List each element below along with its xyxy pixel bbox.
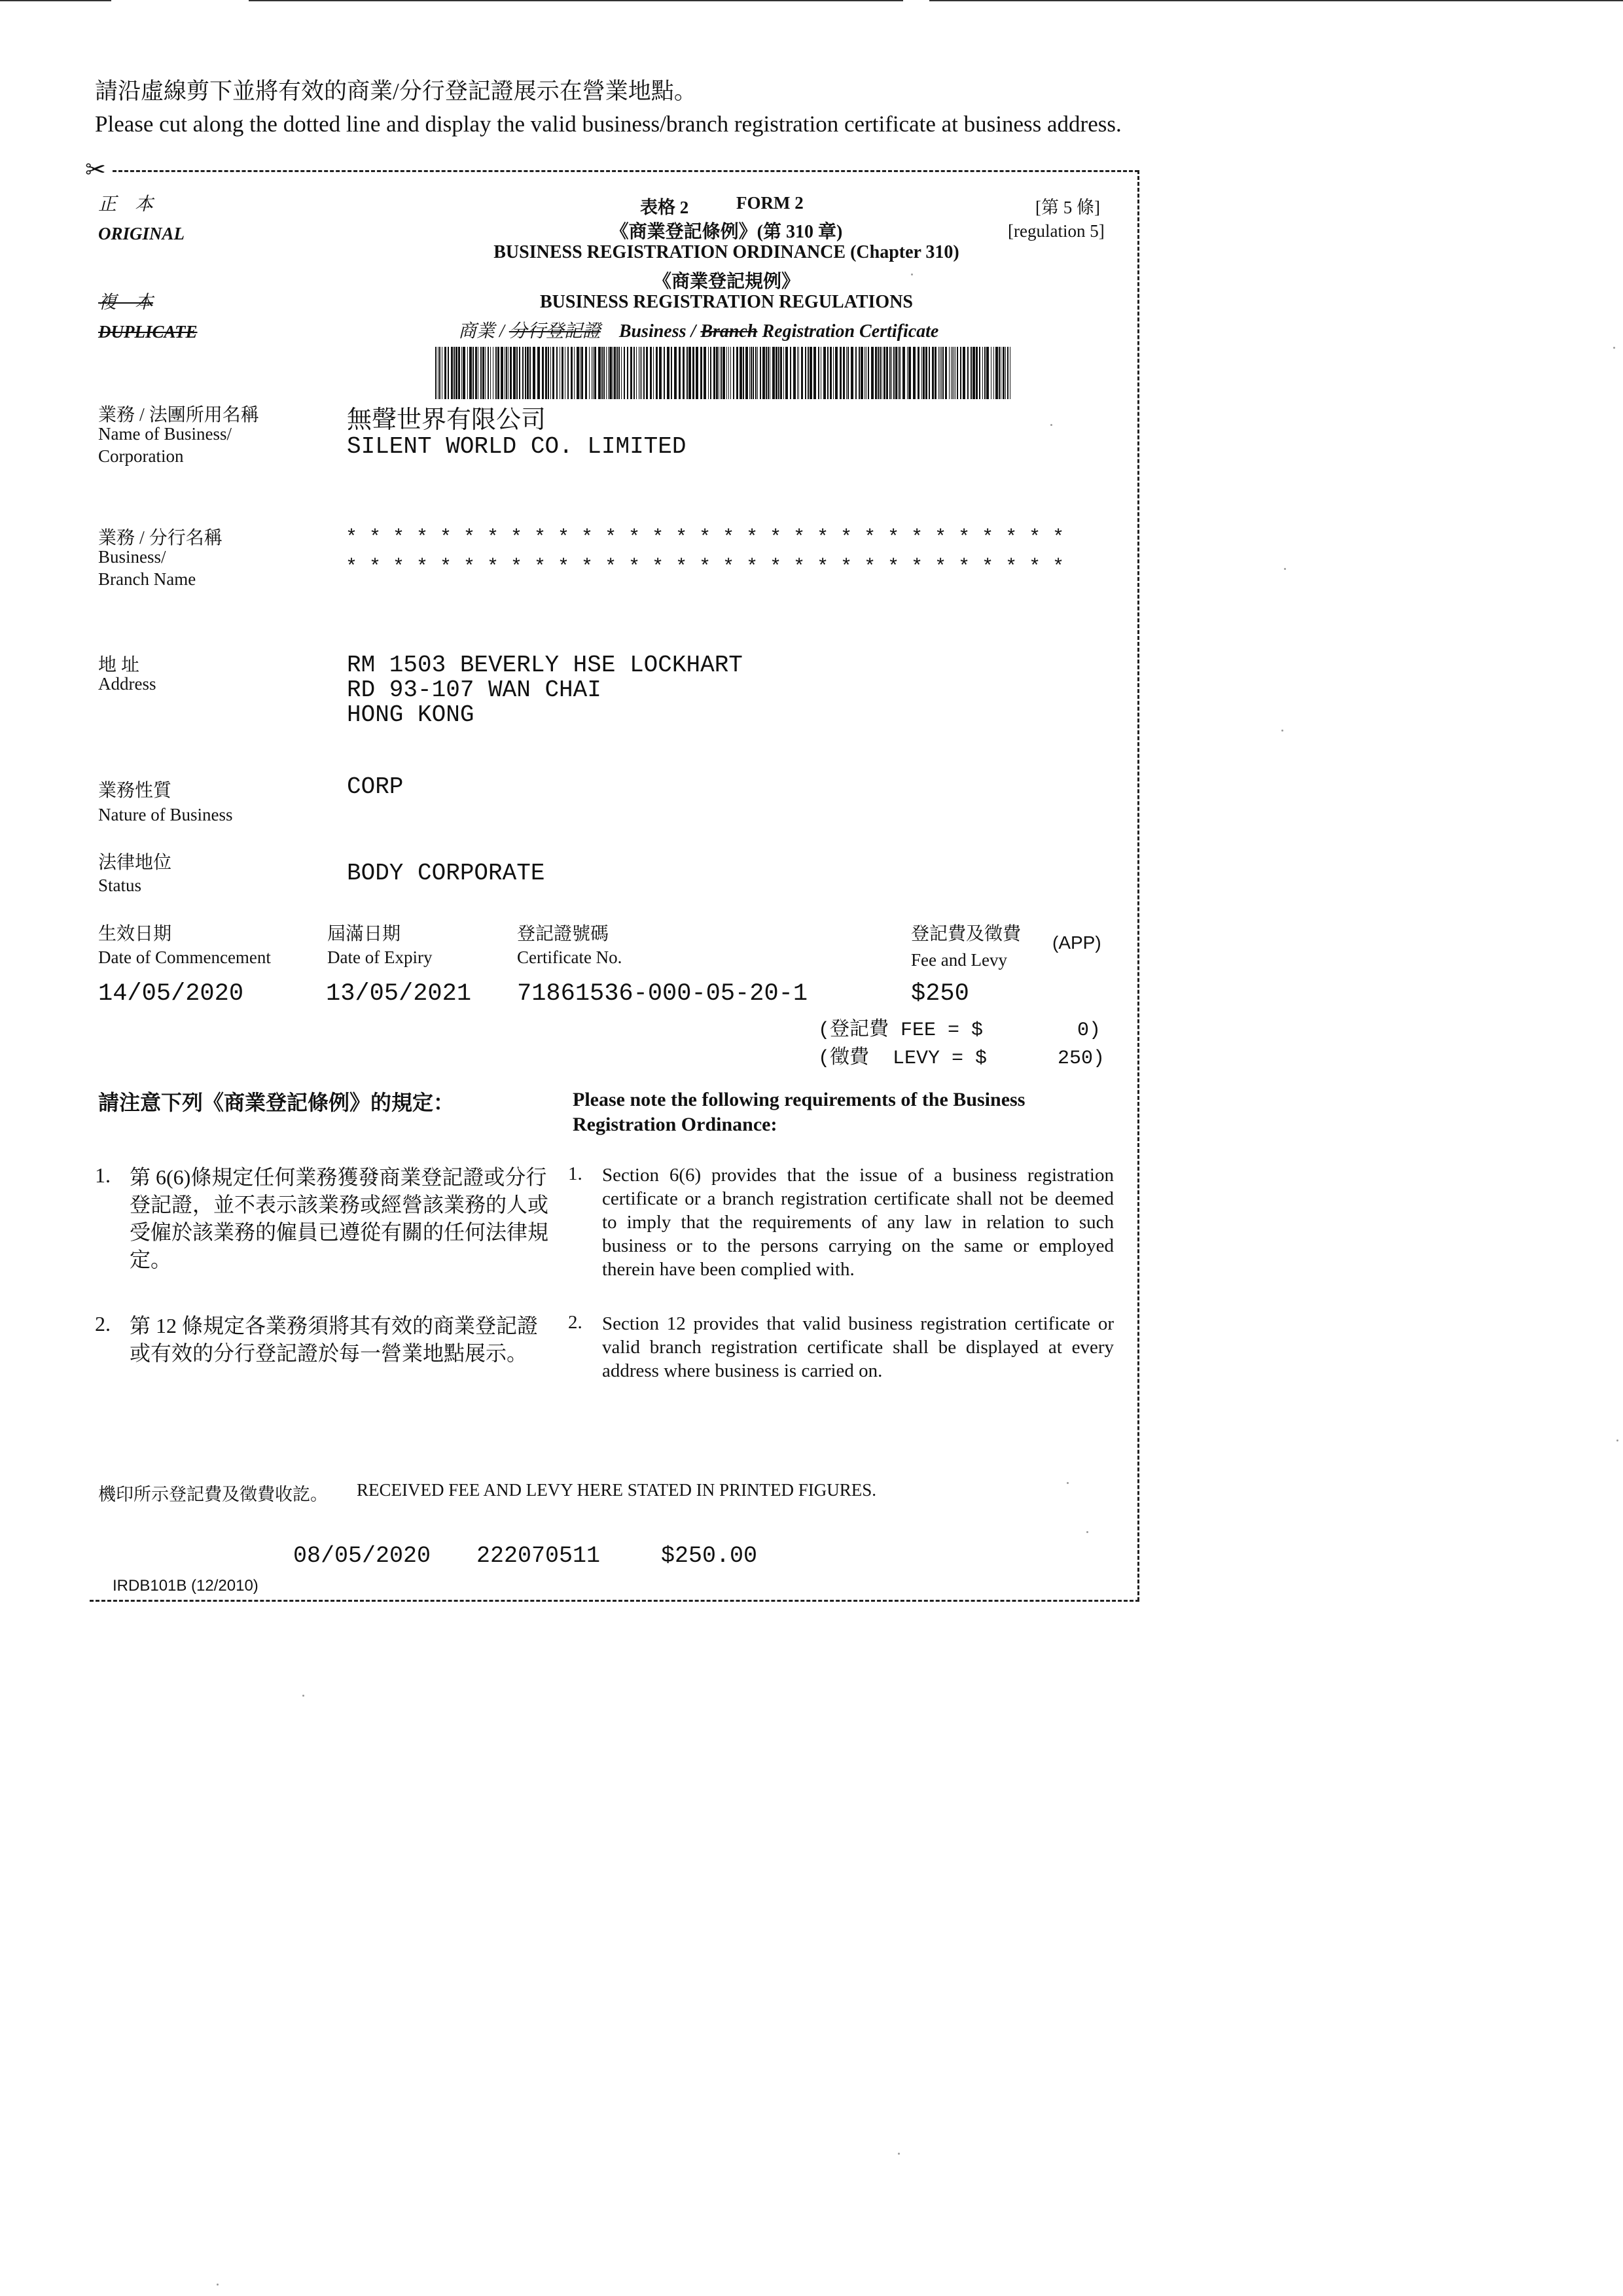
note-1-zh-number: 1. xyxy=(95,1163,111,1187)
barcode-bar xyxy=(710,347,711,399)
receipt-statement-zh: 機印所示登記費及徵費收訖。 xyxy=(98,1485,328,1504)
barcode-bar xyxy=(501,347,503,399)
barcode-bar xyxy=(556,347,558,399)
ordinance-zh: 《商業登記條例》(第 310 章) xyxy=(610,222,843,242)
barcode-bar xyxy=(513,347,516,399)
note-1-en-number: 1. xyxy=(568,1163,582,1184)
barcode-bar xyxy=(659,347,662,399)
barcode-bar xyxy=(589,347,590,399)
barcode-bar xyxy=(1003,347,1005,399)
barcode-bar xyxy=(679,347,681,399)
barcode-bar xyxy=(519,347,520,399)
barcode-bar xyxy=(488,347,489,399)
barcode-bar xyxy=(525,347,526,399)
cert-en-branch: Branch xyxy=(700,321,758,342)
scan-edge xyxy=(0,0,111,1)
barcode-bar xyxy=(859,347,860,399)
barcode-bar xyxy=(608,347,609,399)
barcode-bar xyxy=(929,347,930,399)
ordinance-en: BUSINESS REGISTRATION ORDINANCE (Chapter 310) xyxy=(493,242,959,262)
barcode-bar xyxy=(700,347,702,399)
barcode-bar xyxy=(871,347,874,399)
levy-line: (徵費 LEVY = $ 250) xyxy=(818,1048,1105,1070)
barcode-bar xyxy=(952,347,953,399)
barcode-bar xyxy=(753,347,754,399)
barcode-bar xyxy=(708,347,709,399)
name-label-en-2: Corporation xyxy=(98,446,184,466)
barcode-bar xyxy=(847,347,849,399)
instruction-zh: 請沿虛線剪下並將有效的商業/分行登記證展示在營業地點。 xyxy=(95,79,697,104)
barcode-bar xyxy=(730,347,731,399)
status-label-en: Status xyxy=(98,875,142,895)
barcode-bar xyxy=(601,347,603,399)
barcode-bar xyxy=(808,347,809,399)
regulations-zh: 《商業登記規例》 xyxy=(652,272,800,292)
nature-value: CORP xyxy=(347,773,404,800)
barcode-bar xyxy=(908,347,911,399)
barcode-bar xyxy=(785,347,788,399)
barcode-bar xyxy=(567,347,569,399)
barcode-bar xyxy=(846,347,847,399)
note-2-en: Section 12 provides that valid business registration certificate or valid branch registration certificate shall be displayed at every address where business is carried on. xyxy=(602,1313,1114,1381)
commence-label-zh: 生效日期 xyxy=(98,924,172,944)
barcode-bar xyxy=(636,347,637,399)
fee-value: $250 xyxy=(911,980,969,1008)
fee-label-en: Fee and Levy xyxy=(911,950,1007,970)
barcode-bar xyxy=(643,347,645,399)
address-label-en: Address xyxy=(98,674,156,694)
barcode-bar xyxy=(527,347,529,399)
scan-speck xyxy=(1067,1482,1069,1484)
barcode-bar xyxy=(801,347,803,399)
barcode-bar xyxy=(999,347,1000,399)
barcode-bar xyxy=(971,347,972,399)
barcode xyxy=(435,347,1014,399)
duplicate-en: DUPLICATE xyxy=(98,322,198,342)
barcode-bar xyxy=(945,347,947,399)
barcode-bar xyxy=(461,347,462,399)
barcode-bar xyxy=(976,347,978,399)
barcode-bar xyxy=(516,347,518,399)
barcode-bar xyxy=(797,347,798,399)
barcode-bar xyxy=(967,347,969,399)
barcode-bar xyxy=(545,347,547,399)
receipt-statement-en: RECEIVED FEE AND LEVY HERE STATED IN PRINTED FIGURES. xyxy=(357,1480,877,1500)
barcode-bar xyxy=(760,347,761,399)
barcode-bar xyxy=(898,347,899,399)
barcode-bar xyxy=(893,347,895,399)
nature-label-zh: 業務性質 xyxy=(98,781,172,801)
barcode-bar xyxy=(778,347,779,399)
branch-name-line-1: * * * * * * * * * * * * * * * * * * * * * * * * * * * * * * * xyxy=(346,527,1065,549)
form-zh: 表格 2 xyxy=(640,198,689,217)
barcode-bar xyxy=(609,347,612,399)
cert-zh-branch: 分行登記證 xyxy=(508,321,601,342)
barcode-bar xyxy=(762,347,765,399)
barcode-bar xyxy=(783,347,784,399)
barcode-bar xyxy=(889,347,891,399)
commence-value: 14/05/2020 xyxy=(98,980,244,1008)
barcode-bar xyxy=(522,347,524,399)
barcode-bar xyxy=(902,347,905,399)
address-line-3: HONG KONG xyxy=(347,701,474,728)
expiry-label-zh: 屆滿日期 xyxy=(327,924,401,944)
regulation-zh: [第 5 條] xyxy=(1035,198,1100,217)
barcode-bar xyxy=(843,347,845,399)
barcode-bar xyxy=(598,347,601,399)
scan-speck xyxy=(1281,730,1283,732)
receipt-date: 08/05/2020 xyxy=(293,1543,431,1569)
barcode-bar xyxy=(979,347,980,399)
barcode-bar xyxy=(1005,347,1006,399)
barcode-bar xyxy=(913,347,916,399)
note-2-zh-number: 2. xyxy=(95,1312,111,1335)
barcode-bar xyxy=(923,347,925,399)
instruction-en: Please cut along the dotted line and display the valid business/branch registration certificate at business address. xyxy=(95,111,1122,137)
barcode-bar xyxy=(830,347,832,399)
barcode-bar xyxy=(938,347,939,399)
barcode-bar xyxy=(552,347,554,399)
barcode-bar xyxy=(667,347,669,399)
barcode-bar xyxy=(674,347,677,399)
receipt-number: 222070511 xyxy=(476,1543,601,1569)
scan-speck xyxy=(1613,347,1615,349)
barcode-bar xyxy=(757,347,758,399)
barcode-bar xyxy=(776,347,777,399)
barcode-bar xyxy=(716,347,718,399)
barcode-bar xyxy=(768,347,769,399)
barcode-bar xyxy=(827,347,829,399)
barcode-bar xyxy=(448,347,449,399)
barcode-bar xyxy=(594,347,596,399)
barcode-bar xyxy=(435,347,437,399)
barcode-bar xyxy=(688,347,691,399)
notes-heading-en-1: Please note the following requirements of the Business xyxy=(573,1089,1026,1110)
barcode-bar xyxy=(960,347,961,399)
form-code: IRDB101B (12/2010) xyxy=(113,1577,259,1595)
barcode-bar xyxy=(671,347,672,399)
barcode-bar xyxy=(984,347,986,399)
barcode-bar xyxy=(907,347,908,399)
expiry-value: 13/05/2021 xyxy=(326,980,472,1008)
barcode-bar xyxy=(480,347,482,399)
barcode-bar xyxy=(813,347,816,399)
barcode-bar xyxy=(451,347,453,399)
barcode-bar xyxy=(1007,347,1008,399)
barcode-bar xyxy=(495,347,497,399)
barcode-bar xyxy=(951,347,952,399)
barcode-bar xyxy=(798,347,799,399)
app-tag: (APP) xyxy=(1052,932,1101,953)
barcode-bar xyxy=(780,347,782,399)
barcode-bar xyxy=(880,347,881,399)
note-1-en: Section 6(6) provides that the issue of a business registration certificate or a branch registration certificate shall not be deemed to imply that the requirements of any law in relation to such business or to the persons carrying on the same or employed therein have been complied with. xyxy=(602,1165,1114,1280)
fee-label-zh: 登記費及徵費 xyxy=(911,924,1022,944)
barcode-bar xyxy=(616,347,618,399)
address-label-zh: 地 址 xyxy=(98,655,140,675)
cut-line-right xyxy=(1137,170,1139,1601)
barcode-bar xyxy=(935,347,936,399)
barcode-bar xyxy=(458,347,460,399)
barcode-bar xyxy=(692,347,694,399)
original-en: ORIGINAL xyxy=(98,224,185,243)
barcode-bar xyxy=(467,347,468,399)
barcode-bar xyxy=(533,347,535,399)
expiry-label-en: Date of Expiry xyxy=(327,947,433,967)
barcode-bar xyxy=(574,347,575,399)
certificate-type xyxy=(458,317,938,343)
barcode-bar xyxy=(562,347,563,399)
barcode-bar xyxy=(949,347,950,399)
cert-en-rest: Registration Certificate xyxy=(757,321,939,342)
barcode-bar xyxy=(633,347,635,399)
barcode-bar xyxy=(683,347,685,399)
barcode-bar xyxy=(963,347,965,399)
barcode-bar xyxy=(957,347,958,399)
barcode-bar xyxy=(463,347,465,399)
cert-en-business: Business / xyxy=(618,321,701,342)
barcode-bar xyxy=(640,347,641,399)
fee-line: (登記費 FEE = $ 0) xyxy=(818,1019,1101,1042)
note-2-zh: 第 12 條規定各業務須將其有效的商業登記證或有效的分行登記證於每一營業地點展示。 xyxy=(130,1314,539,1365)
barcode-bar xyxy=(995,347,998,399)
scan-speck xyxy=(1284,568,1286,570)
cert-zh-sep: / xyxy=(495,321,509,342)
branch-label-zh: 業務 / 分行名稱 xyxy=(98,528,223,548)
barcode-bar xyxy=(687,347,688,399)
barcode-bar xyxy=(641,347,642,399)
barcode-bar xyxy=(878,347,879,399)
certificate-number: 71861536-000-05-20-1 xyxy=(517,980,808,1008)
barcode-bar xyxy=(868,347,869,399)
barcode-bar xyxy=(755,347,757,399)
barcode-bar xyxy=(835,347,838,399)
barcode-bar xyxy=(728,347,729,399)
barcode-bar xyxy=(726,347,727,399)
barcode-bar xyxy=(886,347,888,399)
barcode-bar xyxy=(497,347,499,399)
barcode-bar xyxy=(721,347,722,399)
business-name-en: SILENT WORLD CO. LIMITED xyxy=(347,433,687,460)
barcode-bar xyxy=(475,347,477,399)
barcode-bar xyxy=(593,347,594,399)
barcode-bar xyxy=(614,347,616,399)
barcode-bar xyxy=(745,347,748,399)
barcode-bar xyxy=(482,347,484,399)
barcode-bar xyxy=(891,347,892,399)
barcode-bar xyxy=(537,347,540,399)
form-en: FORM 2 xyxy=(736,193,804,213)
barcode-bar xyxy=(577,347,579,399)
barcode-bar xyxy=(733,347,734,399)
barcode-bar xyxy=(469,347,472,399)
scan-edge xyxy=(929,0,1623,1)
barcode-bar xyxy=(656,347,658,399)
barcode-bar xyxy=(439,347,440,399)
barcode-bar xyxy=(618,347,620,399)
barcode-bar xyxy=(790,347,791,399)
scan-edge xyxy=(249,0,903,1)
barcode-bar xyxy=(861,347,863,399)
barcode-bar xyxy=(664,347,665,399)
barcode-bar xyxy=(606,347,607,399)
barcode-bar xyxy=(713,347,715,399)
barcode-bar xyxy=(444,347,446,399)
barcode-bar xyxy=(653,347,654,399)
barcode-bar xyxy=(722,347,725,399)
business-name-zh: 無聲世界有限公司 xyxy=(347,406,546,434)
barcode-bar xyxy=(805,347,806,399)
barcode-bar xyxy=(736,347,738,399)
barcode-bar xyxy=(851,347,853,399)
commence-label-en: Date of Commencement xyxy=(98,947,271,967)
barcode-bar xyxy=(550,347,551,399)
notes-heading-en-2: Registration Ordinance: xyxy=(573,1114,777,1135)
barcode-bar xyxy=(704,347,706,399)
barcode-bar xyxy=(972,347,975,399)
address-line-1: RM 1503 BEVERLY HSE LOCKHART xyxy=(347,652,743,679)
barcode-bar xyxy=(529,347,531,399)
barcode-bar xyxy=(883,347,885,399)
branch-name-line-2: * * * * * * * * * * * * * * * * * * * * * * * * * * * * * * * xyxy=(346,556,1065,578)
barcode-bar xyxy=(740,347,742,399)
barcode-bar xyxy=(490,347,491,399)
barcode-bar xyxy=(749,347,750,399)
barcode-bar xyxy=(473,347,474,399)
barcode-bar xyxy=(986,347,989,399)
receipt-amount: $250.00 xyxy=(661,1543,758,1569)
name-label-zh: 業務 / 法團所用名稱 xyxy=(98,405,259,425)
scan-speck xyxy=(898,2153,900,2155)
scan-speck xyxy=(1050,424,1052,426)
barcode-bar xyxy=(875,347,877,399)
barcode-bar xyxy=(921,347,922,399)
barcode-bar xyxy=(581,347,583,399)
scissors-icon: ✂ xyxy=(85,156,106,184)
barcode-bar xyxy=(624,347,625,399)
address-line-2: RD 93-107 WAN CHAI xyxy=(347,677,601,703)
cert-no-label-en: Certificate No. xyxy=(517,947,622,967)
barcode-bar xyxy=(840,347,842,399)
barcode-bar xyxy=(585,347,587,399)
barcode-bar xyxy=(542,347,544,399)
barcode-bar xyxy=(751,347,752,399)
barcode-bar xyxy=(646,347,648,399)
barcode-bar xyxy=(993,347,994,399)
scan-speck xyxy=(217,2284,219,2286)
cert-no-label-zh: 登記證號碼 xyxy=(517,924,609,944)
barcode-bar xyxy=(810,347,812,399)
scan-speck xyxy=(1086,1531,1088,1533)
barcode-bar xyxy=(454,347,455,399)
notes-heading-zh: 請注意下列《商業登記條例》的規定： xyxy=(98,1091,455,1114)
regulation-en: [regulation 5] xyxy=(1008,221,1105,241)
barcode-bar xyxy=(548,347,549,399)
barcode-bar xyxy=(942,347,944,399)
scan-speck xyxy=(1616,1439,1618,1441)
barcode-bar xyxy=(895,347,897,399)
branch-label-en-1: Business/ xyxy=(98,547,166,567)
barcode-bar xyxy=(766,347,767,399)
scan-speck xyxy=(911,274,913,275)
barcode-bar xyxy=(506,347,507,399)
branch-label-en-2: Branch Name xyxy=(98,569,196,589)
barcode-bar xyxy=(823,347,826,399)
note-2-en-number: 2. xyxy=(568,1312,582,1333)
duplicate-zh: 複 本 xyxy=(98,292,154,313)
cut-line-bottom xyxy=(90,1600,1139,1602)
cert-zh-business: 商業 xyxy=(458,321,495,342)
note-1-zh: 第 6(6)條規定任何業務獲發商業登記證或分行登記證，並不表示該業務或經營該業務的人或受僱於該業務的僱員已遵從有關的任何法律規定。 xyxy=(130,1165,549,1271)
barcode-bar xyxy=(743,347,744,399)
barcode-bar xyxy=(818,347,819,399)
regulations-en: BUSINESS REGISTRATION REGULATIONS xyxy=(539,292,914,312)
barcode-bar xyxy=(982,347,983,399)
barcode-bar xyxy=(932,347,934,399)
barcode-bar xyxy=(855,347,857,399)
barcode-bar xyxy=(696,347,698,399)
barcode-bar xyxy=(772,347,775,399)
barcode-bar xyxy=(650,347,652,399)
scan-speck xyxy=(302,1695,304,1697)
barcode-bar xyxy=(621,347,622,399)
barcode-bar xyxy=(899,347,901,399)
barcode-bar xyxy=(941,347,942,399)
barcode-bar xyxy=(793,347,796,399)
status-value: BODY CORPORATE xyxy=(347,860,545,887)
barcode-bar xyxy=(833,347,834,399)
name-label-en-1: Name of Business/ xyxy=(98,424,232,444)
barcode-bar xyxy=(627,347,628,399)
nature-label-en: Nature of Business xyxy=(98,805,233,824)
barcode-bar xyxy=(571,347,573,399)
barcode-bar xyxy=(925,347,927,399)
status-label-zh: 法律地位 xyxy=(98,853,172,873)
barcode-bar xyxy=(603,347,605,399)
barcode-bar xyxy=(630,347,632,399)
barcode-bar xyxy=(510,347,512,399)
barcode-bar xyxy=(485,347,486,399)
barcode-bar xyxy=(918,347,919,399)
original-zh: 正 本 xyxy=(98,194,154,215)
barcode-bar xyxy=(455,347,457,399)
cut-line-top xyxy=(113,170,1139,172)
